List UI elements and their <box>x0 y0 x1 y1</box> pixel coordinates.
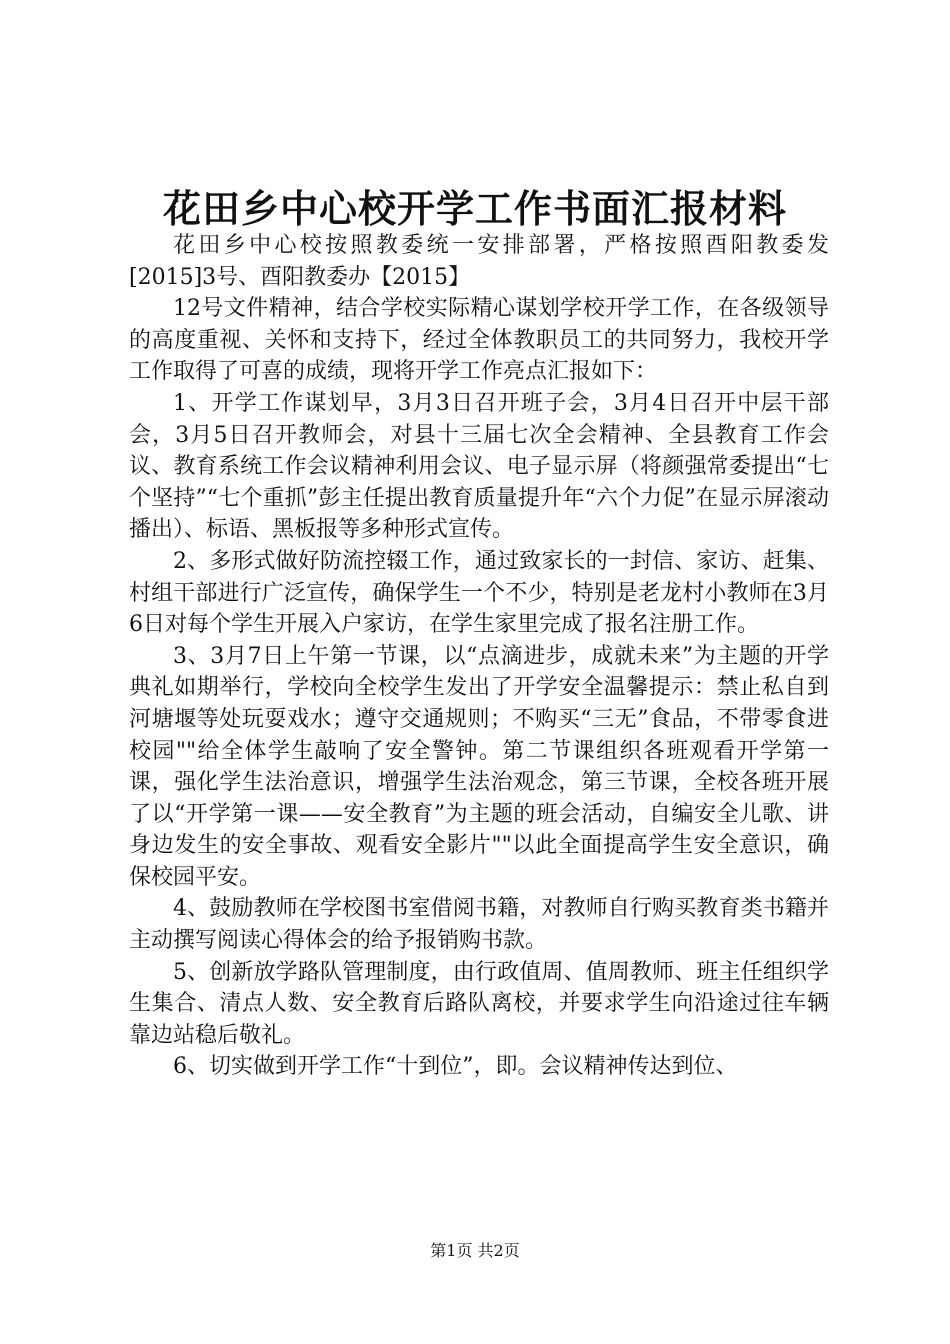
document-title: 花田乡中心校开学工作书面汇报材料 <box>162 186 787 231</box>
paragraph-item-2: 2、多形式做好防流控辍工作，通过致家长的一封信、家访、赶集、村组干部进行广泛宣传，确保学生一个不少，特别是老龙村小教师在3月6日对每个学生开展入户家访，在学生家里完成了报名注册工作。 <box>129 548 829 638</box>
paragraph-item-4: 4、鼓励教师在学校图书室借阅书籍，对教师自行购买教育类书籍并主动撰写阅读心得体会的给予报销购书款。 <box>129 896 829 954</box>
paragraph-item-6: 6、切实做到开学工作“十到位”，即。会议精神传达到位、 <box>173 1054 738 1080</box>
document-body <box>129 230 829 1083</box>
paragraph-intro: 花田乡中心校按照教委统一安排部署，严格按照酉阳教委发[2015]3号、酉阳教委办【2015】 <box>129 233 829 290</box>
paragraph-item-5: 5、创新放学路队管理制度，由行政值周、值周教师、班主任组织学生集合、清点人数、安全教育后路队离校，并要求学生向沿途过往车辆靠边站稳后敬礼。 <box>129 959 829 1048</box>
page-number-footer: 第1页 共2页 <box>430 1241 520 1260</box>
paragraph-item-1: 1、开学工作谋划早，3月3日召开班子会，3月4日召开中层干部会，3月5日召开教师会，对县十三届七次全会精神、全县教育工作会议、教育系统工作会议精神利用会议、电子显示屏（将颜强常委提出“七个坚持”“七个重抓”彭主任提出教育质量提升年“六个力促”在显示屏滚动播出）、标语、黑板报等多种形式宣传。 <box>129 390 829 543</box>
paragraph-item-3: 3、3月7日上午第一节课，以“点滴进步，成就未来”为主题的开学典礼如期举行，学校向全校学生发出了开学安全温馨提示：禁止私自到河塘堰等处玩耍戏水；遵守交通规则；不购买“三无”食品，不带零食进校园""给全体学生敲响了安全警钟。第二节课组织各班观看开学第一课，强化学生法治意识，增强学生法治观念，第三节课，全校各班开展了以“开学第一课——安全教育”为主题的班会活动，自编安全儿歌、讲身边发生的安全事故、观看安全影片""以此全面提高学生安全意识，确保校园平安。 <box>129 643 829 890</box>
paragraph-summary: 12号文件精神，结合学校实际精心谋划学校开学工作，在各级领导的高度重视、关怀和支持下，经过全体教职员工的共同努力，我校开学工作取得了可喜的成绩，现将开学工作亮点汇报如下： <box>129 296 829 385</box>
